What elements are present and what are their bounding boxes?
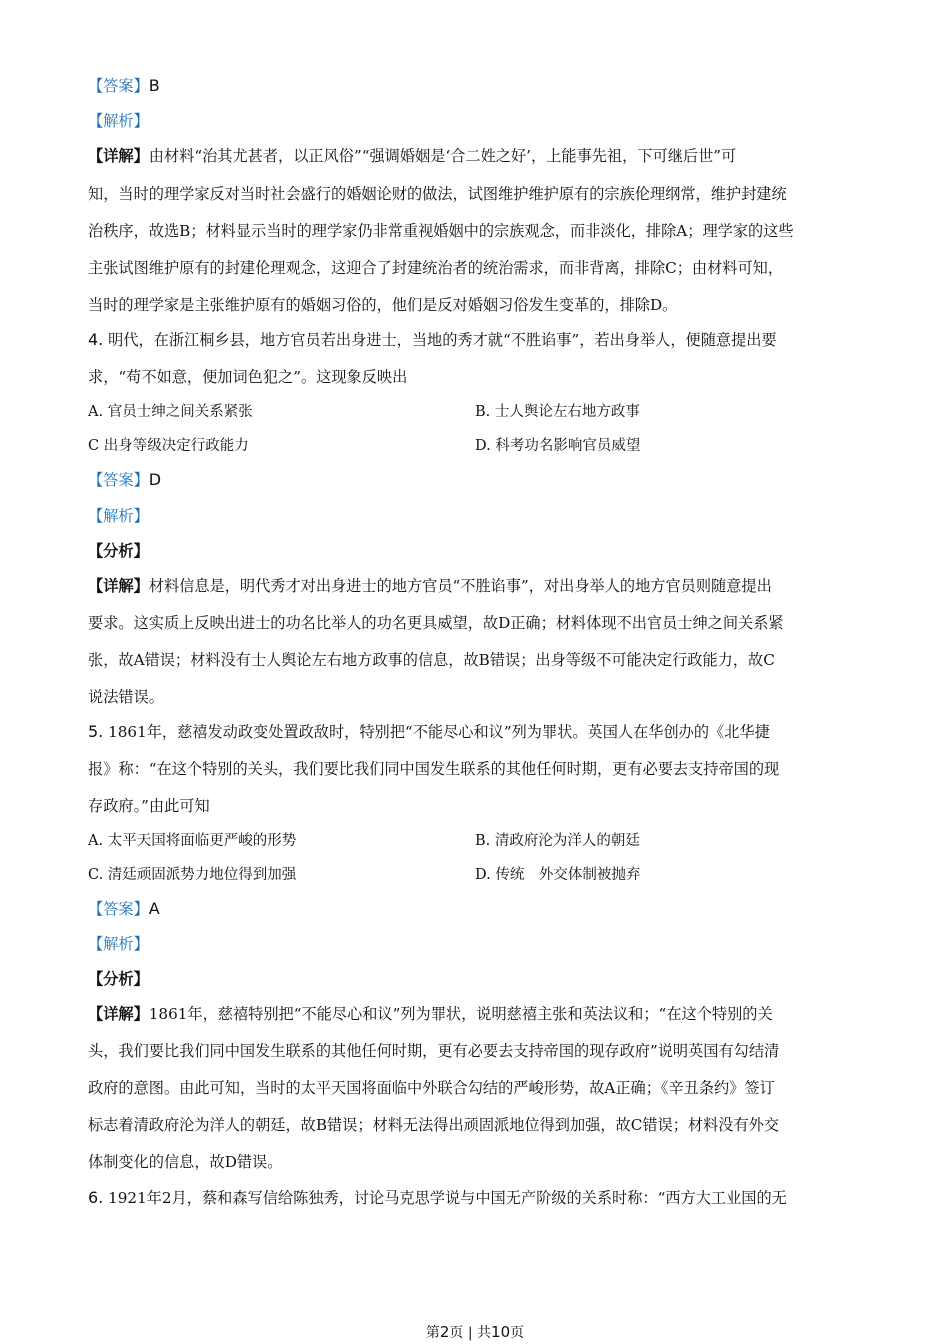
analysis-label: 【解析】 <box>88 935 149 953</box>
q5-stem-line-1 <box>88 722 868 742</box>
q5-answer-value: A <box>148 899 160 918</box>
q3-detail-line-4: 主张试图维护原有的封建伦理观念，这迎合了封建统治者的统治需求，而非背离，排除C；由材料可知， <box>88 259 784 277</box>
q5-detail-line-3: 政府的意图。由此可知，当时的太平天国将面临中外联合勾结的严峻形势，故A正确；《辛丑条约》签订 <box>88 1079 775 1097</box>
q5-detail-line-2: 头，我们要比我们同中国发生联系的其他任何时期，更有必要去支持帝国的现存政府”说明英国有勾结清 <box>88 1042 780 1060</box>
q6-number: 6. <box>88 1188 104 1207</box>
q5-option-d: D. 传统 外交体制被抛弃 <box>475 867 641 883</box>
answer-label: 【答案】 <box>88 900 149 918</box>
q4-detail-line-1 <box>88 576 868 596</box>
fenxi-label: 【分析】 <box>88 542 149 560</box>
answer-label: 【答案】 <box>88 471 149 489</box>
q5-detail-line-1 <box>88 1004 868 1024</box>
q5-fenxi-row <box>88 969 868 989</box>
q5-option-b: B. 清政府沦为洋人的朝廷 <box>475 833 640 849</box>
footer-page-number: 2 <box>439 1323 450 1341</box>
q3-answer-value: B <box>148 76 160 95</box>
detail-label: 【详解】 <box>88 147 149 165</box>
q3-detail-line-3: 治秩序，故选B；材料显示当时的理学家仍非常重视婚姻中的宗族观念，而非淡化，排除A；理学家的这些 <box>88 222 794 240</box>
detail-label: 【详解】 <box>88 577 149 595</box>
q5-detail-line-4: 标志着清政府沦为洋人的朝廷，故B错误；材料无法得出顽固派地位得到加强，故C错误；材料没有外交 <box>88 1116 780 1134</box>
footer-prefix: 第 <box>425 1325 440 1341</box>
q5-stem-line-3: 存政府。”由此可知 <box>88 797 210 815</box>
q3-analysis-row <box>88 111 868 131</box>
q4-detail-line-4: 说法错误。 <box>88 688 164 706</box>
q5-number: 5. <box>88 722 104 741</box>
q5-option-a: A. 太平天国将面临更严峻的形势 <box>88 833 297 849</box>
fenxi-label: 【分析】 <box>88 970 149 988</box>
q4-fenxi-row <box>88 541 868 561</box>
q3-detail-line-2: 知，当时的理学家反对当时社会盛行的婚姻论财的做法，试图维护维护原有的宗族伦理纲常，维护封建统 <box>88 185 787 203</box>
q4-detail-line-3: 张，故A错误；材料没有士人舆论左右地方政事的信息，故B错误；出身等级不可能决定行政能力，故C <box>88 651 775 669</box>
q5-detail-line-5: 体制变化的信息，故D错误。 <box>88 1153 283 1171</box>
q4-stem-line-1 <box>88 330 868 350</box>
q4-option-a: A. 官员士绅之间关系紧张 <box>88 404 253 420</box>
footer-mid: 页 | 共 <box>449 1325 492 1341</box>
q4-stem-text: 明代，在浙江桐乡县，地方官员若出身进士，当地的秀才就“不胜谄事”，若出身举人，便随意提出要 <box>108 331 777 349</box>
q5-analysis-row <box>88 934 868 954</box>
q4-stem-line-2: 求，“苟不如意，便加词色犯之”。这现象反映出 <box>88 368 408 386</box>
q4-option-d: D. 科考功名影响官员威望 <box>475 438 641 454</box>
q3-detail-line-1 <box>88 146 868 166</box>
footer-total-pages: 10 <box>491 1323 511 1341</box>
q5-stem-text: 1861年，慈禧发动政变处置政敌时，特别把“不能尽心和议”列为罪状。英国人在华创办的《北华捷 <box>108 723 770 741</box>
q4-option-c: C 出身等级决定行政能力 <box>88 438 249 454</box>
q5-answer-row <box>88 899 868 919</box>
q4-answer-row <box>88 470 868 490</box>
footer-suffix: 页 <box>510 1325 525 1341</box>
q4-answer-value: D <box>148 470 162 489</box>
q6-stem-text: 1921年2月，蔡和森写信给陈独秀，讨论马克思学说与中国无产阶级的关系时称：“西方大工业国的无 <box>108 1189 787 1207</box>
q4-detail-text: 材料信息是，明代秀才对出身进士的地方官员“不胜谄事”，对出身举人的地方官员则随意提出 <box>148 577 772 595</box>
q4-number: 4. <box>88 330 104 349</box>
q5-option-c: C. 清廷顽固派势力地位得到加强 <box>88 867 297 883</box>
q3-detail-text: 由材料“治其尤甚者，以正风俗”“强调婚姻是‘合二姓之好’，上能事先祖，下可继后世”可 <box>148 147 737 165</box>
answer-label: 【答案】 <box>88 77 149 95</box>
q3-answer-row <box>88 76 868 96</box>
q3-detail-line-5: 当时的理学家是主张维护原有的婚姻习俗的，他们是反对婚姻习俗发生变革的，排除D。 <box>88 296 678 314</box>
analysis-label: 【解析】 <box>88 507 149 525</box>
analysis-label: 【解析】 <box>88 112 149 130</box>
q6-stem-line-1 <box>88 1188 868 1208</box>
q4-analysis-row <box>88 506 868 526</box>
q4-detail-line-2: 要求。这实质上反映出进士的功名比举人的功名更具威望，故D正确；材料体现不出官员士绅之间关系紧 <box>88 614 784 632</box>
detail-label: 【详解】 <box>88 1005 149 1023</box>
q5-stem-line-2: 报》称：“在这个特别的关头，我们要比我们同中国发生联系的其他任何时期，更有必要去支持帝国的现 <box>88 760 780 778</box>
q5-detail-text: 1861年，慈禧特别把“不能尽心和议”列为罪状，说明慈禧主张和英法议和；“在这个特别的关 <box>148 1005 773 1023</box>
page-footer <box>0 1323 950 1342</box>
q4-option-b: B. 士人舆论左右地方政事 <box>475 404 640 420</box>
